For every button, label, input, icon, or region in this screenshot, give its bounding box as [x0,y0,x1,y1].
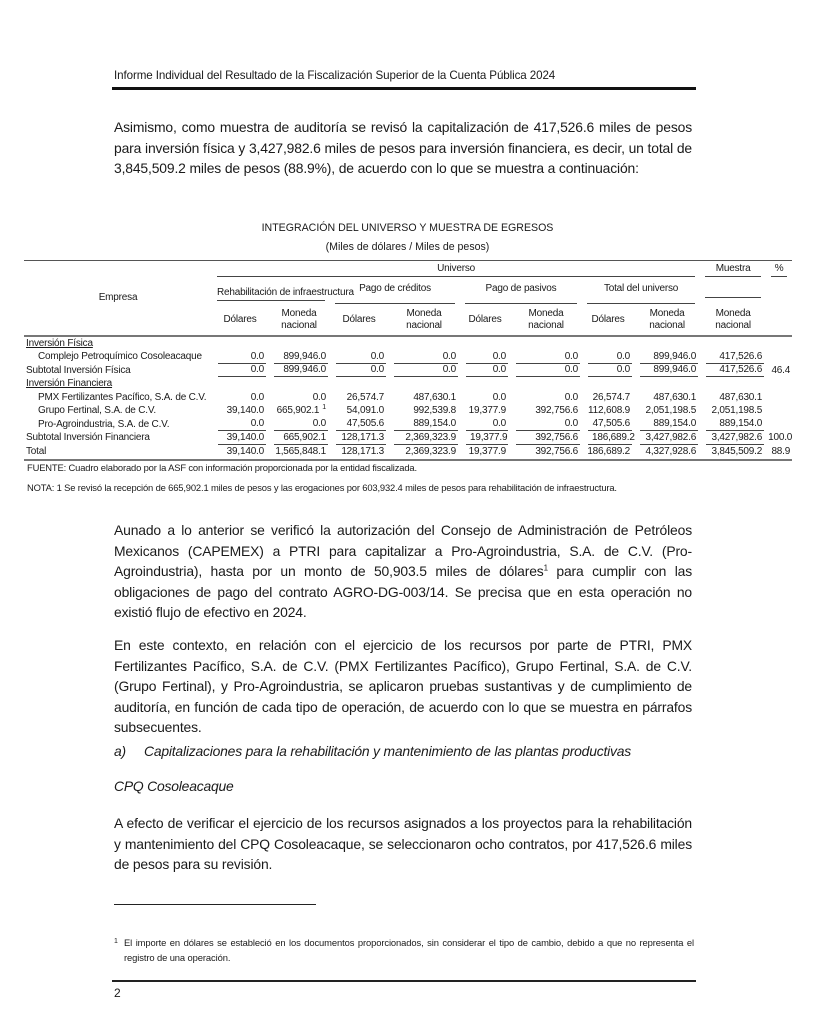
cell-text [390,392,458,404]
cell-value [460,364,510,378]
cell-value [634,351,700,365]
cell-text [706,364,764,377]
value-text: 0.0 [312,418,326,430]
value-text: 19,377.9 [468,445,506,457]
footnote [114,935,696,965]
paragraph-intro: Asimismo, como muestra de auditoría se revisó la capitalización de 417,526.6 miles de pesos para inversión física y 3,427,982.6 miles de pesos para inversión financiera, es decir, un total de 3,845,509.2 miles de pesos (88.9%), de acuerdo con lo que se muestra a continuación: [114,119,692,176]
value-text: 47,505.6 [592,418,630,430]
value-text: 889,154.0 [719,418,763,430]
cell-value [634,391,700,405]
value-text: 665,902.1 [276,405,320,417]
value-text: 1,565,848.1 [275,445,326,457]
sub-moneda: Moneda nacional [528,308,564,331]
cell-value [212,445,268,460]
value-text: 186,689.2 [587,445,630,457]
value-text: 0.0 [370,350,384,362]
value-text: 992,539.8 [413,405,456,417]
value-text: 392,756.6 [535,405,578,417]
cell-text [332,392,386,404]
table-note: NOTA: 1 Se revisó la recepción de 665,902.1 miles de pesos y las erogaciones por 603,932.4 miles de pesos para rehabilitación de infraestructura. [27,482,617,493]
universe-sample-table [24,260,792,461]
paragraph-context: En este contexto, en relación con el ejercicio de los recursos por parte de PTRI, PMX Fertilizantes Pacífico, S.A. de C.V. (PMX Fertilizantes Pacífico), Grupo Fertinal, S.A. de C.V. (Grupo Fertinal), y Pro-Agroindustria, se aplicaron pruebas sustantivas y de cumplimiento de auditoría, en función de cada tipo de operación, de acuerdo con lo que se muestra en párrafos subsecuentes. [114,637,692,735]
sub-dolares: Dólares [223,314,257,325]
paragraph-text: Aunado a lo anterior se verificó la autorización del Consejo de Administración de Petróleos Mexicanos (CAPEMEX) a PTRI para capitalizar a Pro-Agroindustria, S.A. de C.V. (Pro-Agroindustria), hasta por un monto de 50,903.5 miles de dólares [114,522,692,579]
table-row [24,351,792,365]
cell-pct [766,418,792,432]
value-text: 2,369,323.9 [405,445,456,457]
cell-text [332,446,386,458]
cell-value [330,405,388,419]
col-universo [212,261,700,278]
cell-text [274,351,328,364]
cell-value [510,405,582,419]
header-rule [112,87,696,90]
cell-text [214,392,266,404]
cell-value [388,391,460,405]
cell-text [466,432,508,445]
cell-text [516,351,580,364]
cell-text [390,446,458,458]
value-text: 112,608.9 [588,405,630,417]
value-text: 899,946.0 [283,350,326,362]
cell-text [640,432,698,445]
cell-text [706,351,764,364]
group-rehabilitacion [212,277,354,304]
sub-moneda: Moneda nacional [649,308,685,331]
cell-value [582,432,634,446]
cell-text [394,418,458,431]
group-label: Pago de pasivos [465,283,577,304]
cell-value [460,418,510,432]
cell-pct [766,391,792,405]
cell-text [706,432,764,445]
cell-value [268,391,330,405]
table-total-row [24,445,792,460]
group-label: Total del universo [587,283,695,304]
cell-value [700,391,766,405]
universo-label: Universo [217,263,695,277]
value-text: 0.0 [492,364,506,376]
header-row-1 [24,261,792,278]
page-number: 2 [114,986,121,1000]
cell-value [510,445,582,460]
cell-value [330,418,388,432]
cell-text [636,392,698,404]
value-text: 47,505.6 [346,418,384,430]
col-empresa: Empresa [24,261,212,337]
cell-text [584,446,632,458]
cell-text [336,364,386,377]
cell-text [702,405,764,417]
value-text: 392,756.6 [535,445,578,457]
cell-value [388,418,460,432]
value-text: 3,845,509.2 [711,445,763,457]
value-text: 26,574.7 [346,391,384,403]
value-text: 417,526.6 [719,350,763,362]
cell-text [270,446,328,458]
paragraph-cpq: A efecto de verificar el ejercicio de los recursos asignados a los proyectos para la rehabilitación y mantenimiento del CPQ Cosoleacaque, se seleccionaron ocho contratos, por 417,526.6 miles de pesos para su revisión. [114,815,692,872]
cell-text [394,364,458,377]
table-category-row [24,336,792,351]
value-text: 0.0 [616,364,630,376]
table-subtotal-row [24,432,792,446]
value-text: 0.0 [564,418,578,430]
value-text: 899,946.0 [653,350,697,362]
row-label: Inversión Física [26,337,93,349]
value-text: 39,140.0 [226,445,264,457]
group-label: Pago de créditos [335,283,455,304]
cell-value [634,364,700,378]
value-text: 128,171.3 [341,445,384,457]
row-label: PMX Fertilizantes Pacífico, S.A. de C.V. [38,391,207,403]
cell-value [212,405,268,419]
cell-value [510,432,582,446]
cell-value [510,418,582,432]
cell-value [330,391,388,405]
cell-text [588,364,632,377]
cell-text [466,418,508,431]
pct-label: % [771,263,787,277]
cell-text [636,405,698,417]
sub-dolares: Dólares [342,313,376,325]
cell-value [460,351,510,365]
col-muestra [700,261,766,278]
cell-text [390,405,458,417]
cell-text [274,364,328,377]
value-text: 392,756.6 [535,431,578,443]
cell-value [510,391,582,405]
cell-text [218,364,266,377]
cell-text [512,405,580,417]
cell-value [330,364,388,378]
cell-value [700,432,766,446]
cell-pct: 46.4 [771,364,791,376]
cell-text [218,351,266,364]
cell-value [700,351,766,365]
cell-value [634,432,700,446]
cell-text [462,392,508,404]
section-heading-a [114,743,631,759]
cell-text [584,405,632,417]
cell-text [466,351,508,364]
cell-text [214,405,266,417]
cell-text [336,418,386,431]
col-pct [766,261,792,278]
row-label: Pro-Agroindustria, S.A. de C.V. [38,418,170,430]
table-row [24,391,792,405]
cell-value [700,445,766,460]
cell-pct [766,351,792,365]
muestra-label: Muestra [705,263,761,277]
cell-text [640,351,698,364]
cell-value [582,418,634,432]
sub-dolares: Dólares [591,313,625,325]
cell-text [588,431,635,445]
cell-value [582,445,634,460]
cell-value [460,445,510,460]
sub-moneda: Moneda nacional [406,308,442,331]
cell-value [460,391,510,405]
sub-moneda: Moneda nacional [715,308,751,331]
cell-text [336,432,386,445]
footnote-text: El importe en dólares se estableció en los documentos proporcionados, sin considerar el tipo de cambio, debido a que no representa el registro de una operación. [124,937,694,963]
row-label: Total [24,445,212,460]
table-subtitle: (Miles de dólares / Miles de pesos) [325,241,490,253]
row-label: Complejo Petroquímico Cosoleacaque [38,351,202,363]
cell-text [270,392,328,404]
cell-text [214,446,266,458]
value-text: 128,171.3 [341,431,384,443]
value-text: 0.0 [564,364,578,376]
cell-value [212,391,268,405]
table-body [24,336,792,460]
cell-value [510,364,582,378]
table-row [24,418,792,432]
cell-text [588,418,632,431]
value-text: 0.0 [250,391,264,403]
cell-value [582,391,634,405]
value-text: 0.0 [564,350,578,362]
value-text: 0.0 [564,391,578,403]
table-subtotal-row [24,364,792,378]
cell-value [330,445,388,460]
value-text: 0.0 [492,391,506,403]
cell-text [516,418,580,431]
value-text: 3,427,982.6 [645,431,697,443]
cell-text [702,446,764,458]
value-text: 19,377.9 [470,431,508,443]
value-text: 0.0 [492,418,506,430]
cell-value [268,432,330,446]
sub-moneda: Moneda nacional [281,308,317,331]
section-marker: a) [114,743,126,759]
cell-value [330,351,388,365]
sub-pct [766,304,792,336]
cell-value [388,351,460,365]
value-text: 487,630.1 [653,391,697,403]
cell-value [268,351,330,365]
value-text: 889,154.0 [413,418,456,430]
subheading-cpq: CPQ Cosoleacaque [114,778,234,794]
group-pct [766,277,792,304]
paragraph-text: para cumplir con las obligaciones de pago del contrato AGRO-DG-003/14. Se precisa que en esta operación no existió flujo de efectivo en 2024. [114,563,693,620]
cell-text [462,446,508,458]
cell-value [510,351,582,365]
value-text: 665,902.1 [283,431,326,443]
cell-value [582,364,634,378]
cell-pct: 88.9 [766,445,792,460]
row-label: Subtotal Inversión Financiera [26,432,150,444]
cell-value [634,405,700,419]
cell-value [268,364,330,378]
cell-text [394,351,458,364]
group-pasivos [460,277,582,304]
cell-value [700,418,766,432]
cell-text [512,446,580,458]
cell-value [212,418,268,432]
row-label: Grupo Fertinal, S.A. de C.V. [38,405,156,417]
cell-value [460,405,510,419]
cell-value [212,364,268,378]
cell-text [512,392,580,404]
cell-value [388,364,460,378]
cell-text [516,364,580,377]
value-text: 889,154.0 [653,418,697,430]
value-text: 487,630.1 [413,391,456,403]
cell-value [268,418,330,432]
cell-text [270,405,328,417]
value-text: 0.0 [250,418,264,430]
value-text: 0.0 [442,350,456,362]
footnote-separator [114,904,316,905]
cell-text [336,351,386,364]
cell-value [634,418,700,432]
cell-text [218,432,266,445]
cell-text [588,351,632,364]
group-muestra [700,277,766,304]
cell-value [212,432,268,446]
value-text: 0.0 [250,350,264,362]
cell-text [274,418,328,431]
cell-text [706,418,764,431]
section-heading-text: Capitalizaciones para la rehabilitación y mantenimiento de las plantas productivas [144,743,632,759]
value-text: 39,140.0 [226,405,264,417]
value-text: 2,051,198.5 [645,405,697,417]
value-text: 2,051,198.5 [711,405,763,417]
paragraph-capemex [114,520,692,623]
value-text: 0.0 [250,364,264,376]
row-label: Inversión Financiera [26,378,113,390]
cell-value [268,405,330,419]
cell-value [582,351,634,365]
value-text: 0.0 [312,391,326,403]
value-text: 2,369,323.9 [405,431,456,443]
cell-pct: 100.0 [768,432,793,444]
cell-text [218,418,266,431]
row-label: Subtotal Inversión Física [26,364,131,376]
table-row [24,405,792,419]
cell-text [640,418,698,431]
value-text: 0.0 [492,350,506,362]
sub-dolares: Dólares [468,313,502,325]
cell-value [388,432,460,446]
cell-text [584,392,632,404]
cell-pct [766,405,792,419]
table-source: FUENTE: Cuadro elaborado por la ASF con información proporcionada por la entidad fiscalizada. [27,462,417,473]
value-text: 3,427,982.6 [711,431,763,443]
running-header: Informe Individual del Resultado de la Fiscalización Superior de la Cuenta Pública 2024 [114,69,556,82]
value-text: 899,946.0 [653,364,697,376]
cell-text [516,432,580,445]
cell-text [332,405,386,417]
value-text: 0.0 [616,350,630,362]
cell-value [700,364,766,378]
value-text: 417,526.6 [719,364,763,376]
cell-text [394,432,458,445]
cell-text [462,405,508,417]
cell-text [274,432,328,445]
value-text: 899,946.0 [283,364,326,376]
cell-value [212,351,268,365]
table-category-row [24,378,792,392]
group-label: Rehabilitación de infraestructura [217,287,325,301]
value-text: 54,091.0 [346,405,384,417]
group-total-universo [582,277,700,304]
cell-text [466,364,508,377]
value-text: 0.0 [442,364,456,376]
value-text: 4,327,928.6 [645,445,697,457]
value-text: 487,630.1 [719,391,763,403]
cell-value [582,405,634,419]
cell-value [700,405,766,419]
cell-value [634,445,700,460]
table-title: INTEGRACIÓN DEL UNIVERSO Y MUESTRA DE EGRESOS [261,222,554,234]
value-text: 26,574.7 [592,391,630,403]
cell-text [702,392,764,404]
cell-value [268,445,330,460]
footnote-ref[interactable]: 1 [322,403,326,411]
value-text: 186,689.2 [592,431,635,443]
cell-value [388,445,460,460]
cell-value [388,405,460,419]
footer-rule [112,980,696,982]
cell-value [330,432,388,446]
footnote-mark: 1 [114,938,118,945]
value-text: 0.0 [370,364,384,376]
cell-text [640,364,698,377]
cell-value [460,432,510,446]
value-text: 19,377.9 [468,405,506,417]
value-text: 39,140.0 [226,431,264,443]
cell-text [636,446,698,458]
footnote-ref[interactable]: 1 [543,563,548,573]
